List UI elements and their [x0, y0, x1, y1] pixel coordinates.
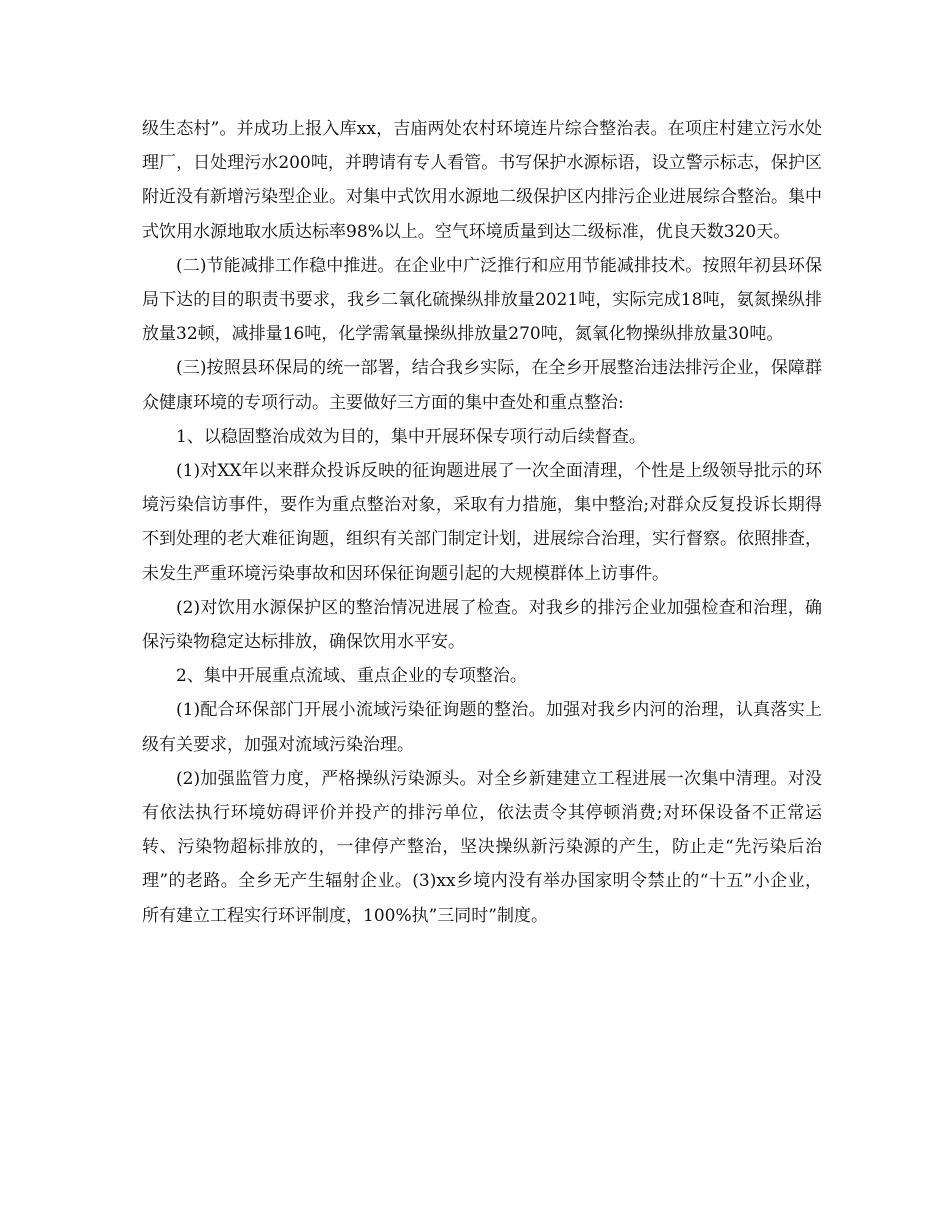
paragraph-7: 2、集中开展重点流域、重点企业的专项整治。: [176, 666, 527, 687]
paragraph-9: (2)加强监管力度，严格操纵污染源头。对全乡新建建立工程进展一次集中清理。对没有依法执行环境妨碍评价并投产的排污单位，依法责令其停顿消费;对环保设备不正常运转、污染物超标排放的，一律停产整治，坚决操纵新污染源的产生，防止走“先污染后治理”的老路。全乡无产生辐射企业。(3)xx乡境内没有举办国家明令禁止的“十五”小企业，所有建立工程实行环评制度，100%执”三同时”制度。: [142, 768, 822, 926]
paragraph-4: 1、以稳固整治成效为目的，集中开展环保专项行动后续督查。: [176, 426, 646, 447]
document-page: [142, 112, 822, 933]
paragraph-1: 级生态村”。并成功上报入库xx，吉庙两处农村环境连片综合整治表。在项庄村建立污水处理厂，日处理污水200吨，并聘请有专人看管。书写保护水源标语，设立警示标志，保护区附近没有新增污染型企业。对集中式饮用水源地二级保护区内排污企业进展综合整治。集中式饮用水源地取水质达标率98%以上。空气环境质量到达二级标准，优良天数320天。: [142, 119, 822, 242]
paragraph-2: (二)节能减排工作稳中推进。在企业中广泛推行和应用节能减排技术。按照年初县环保局下达的目的职责书要求，我乡二氧化硫操纵排放量2021吨，实际完成18吨，氨氮操纵排放量32顿，减排量16吨，化学需氧量操纵排放量270吨，氮氧化物操纵排放量30吨。: [142, 255, 822, 345]
paragraph-8: (1)配合环保部门开展小流域污染征询题的整治。加强对我乡内河的治理，认真落实上级有关要求，加强对流域污染治理。: [142, 700, 822, 755]
paragraph-6: (2)对饮用水源保护区的整治情况进展了检查。对我乡的排污企业加强检查和治理，确保污染物稳定达标排放，确保饮用水平安。: [142, 597, 822, 653]
paragraph-5: (1)对XX年以来群众投诉反映的征询题进展了一次全面清理，个性是上级领导批示的环境污染信访事件，要作为重点整治对象，采取有力措施，集中整治;对群众反复投诉长期得不到处理的老大难征询题，组织有关部门制定计划，进展综合治理，实行督察。依照排查，未发生严重环境污染事故和因环保征询题引起的大规模群体上访事件。: [142, 461, 822, 584]
paragraph-3: (三)按照县环保局的统一部署，结合我乡实际，在全乡开展整治违法排污企业，保障群众健康环境的专项行动。主要做好三方面的集中查处和重点整治:: [142, 358, 822, 413]
